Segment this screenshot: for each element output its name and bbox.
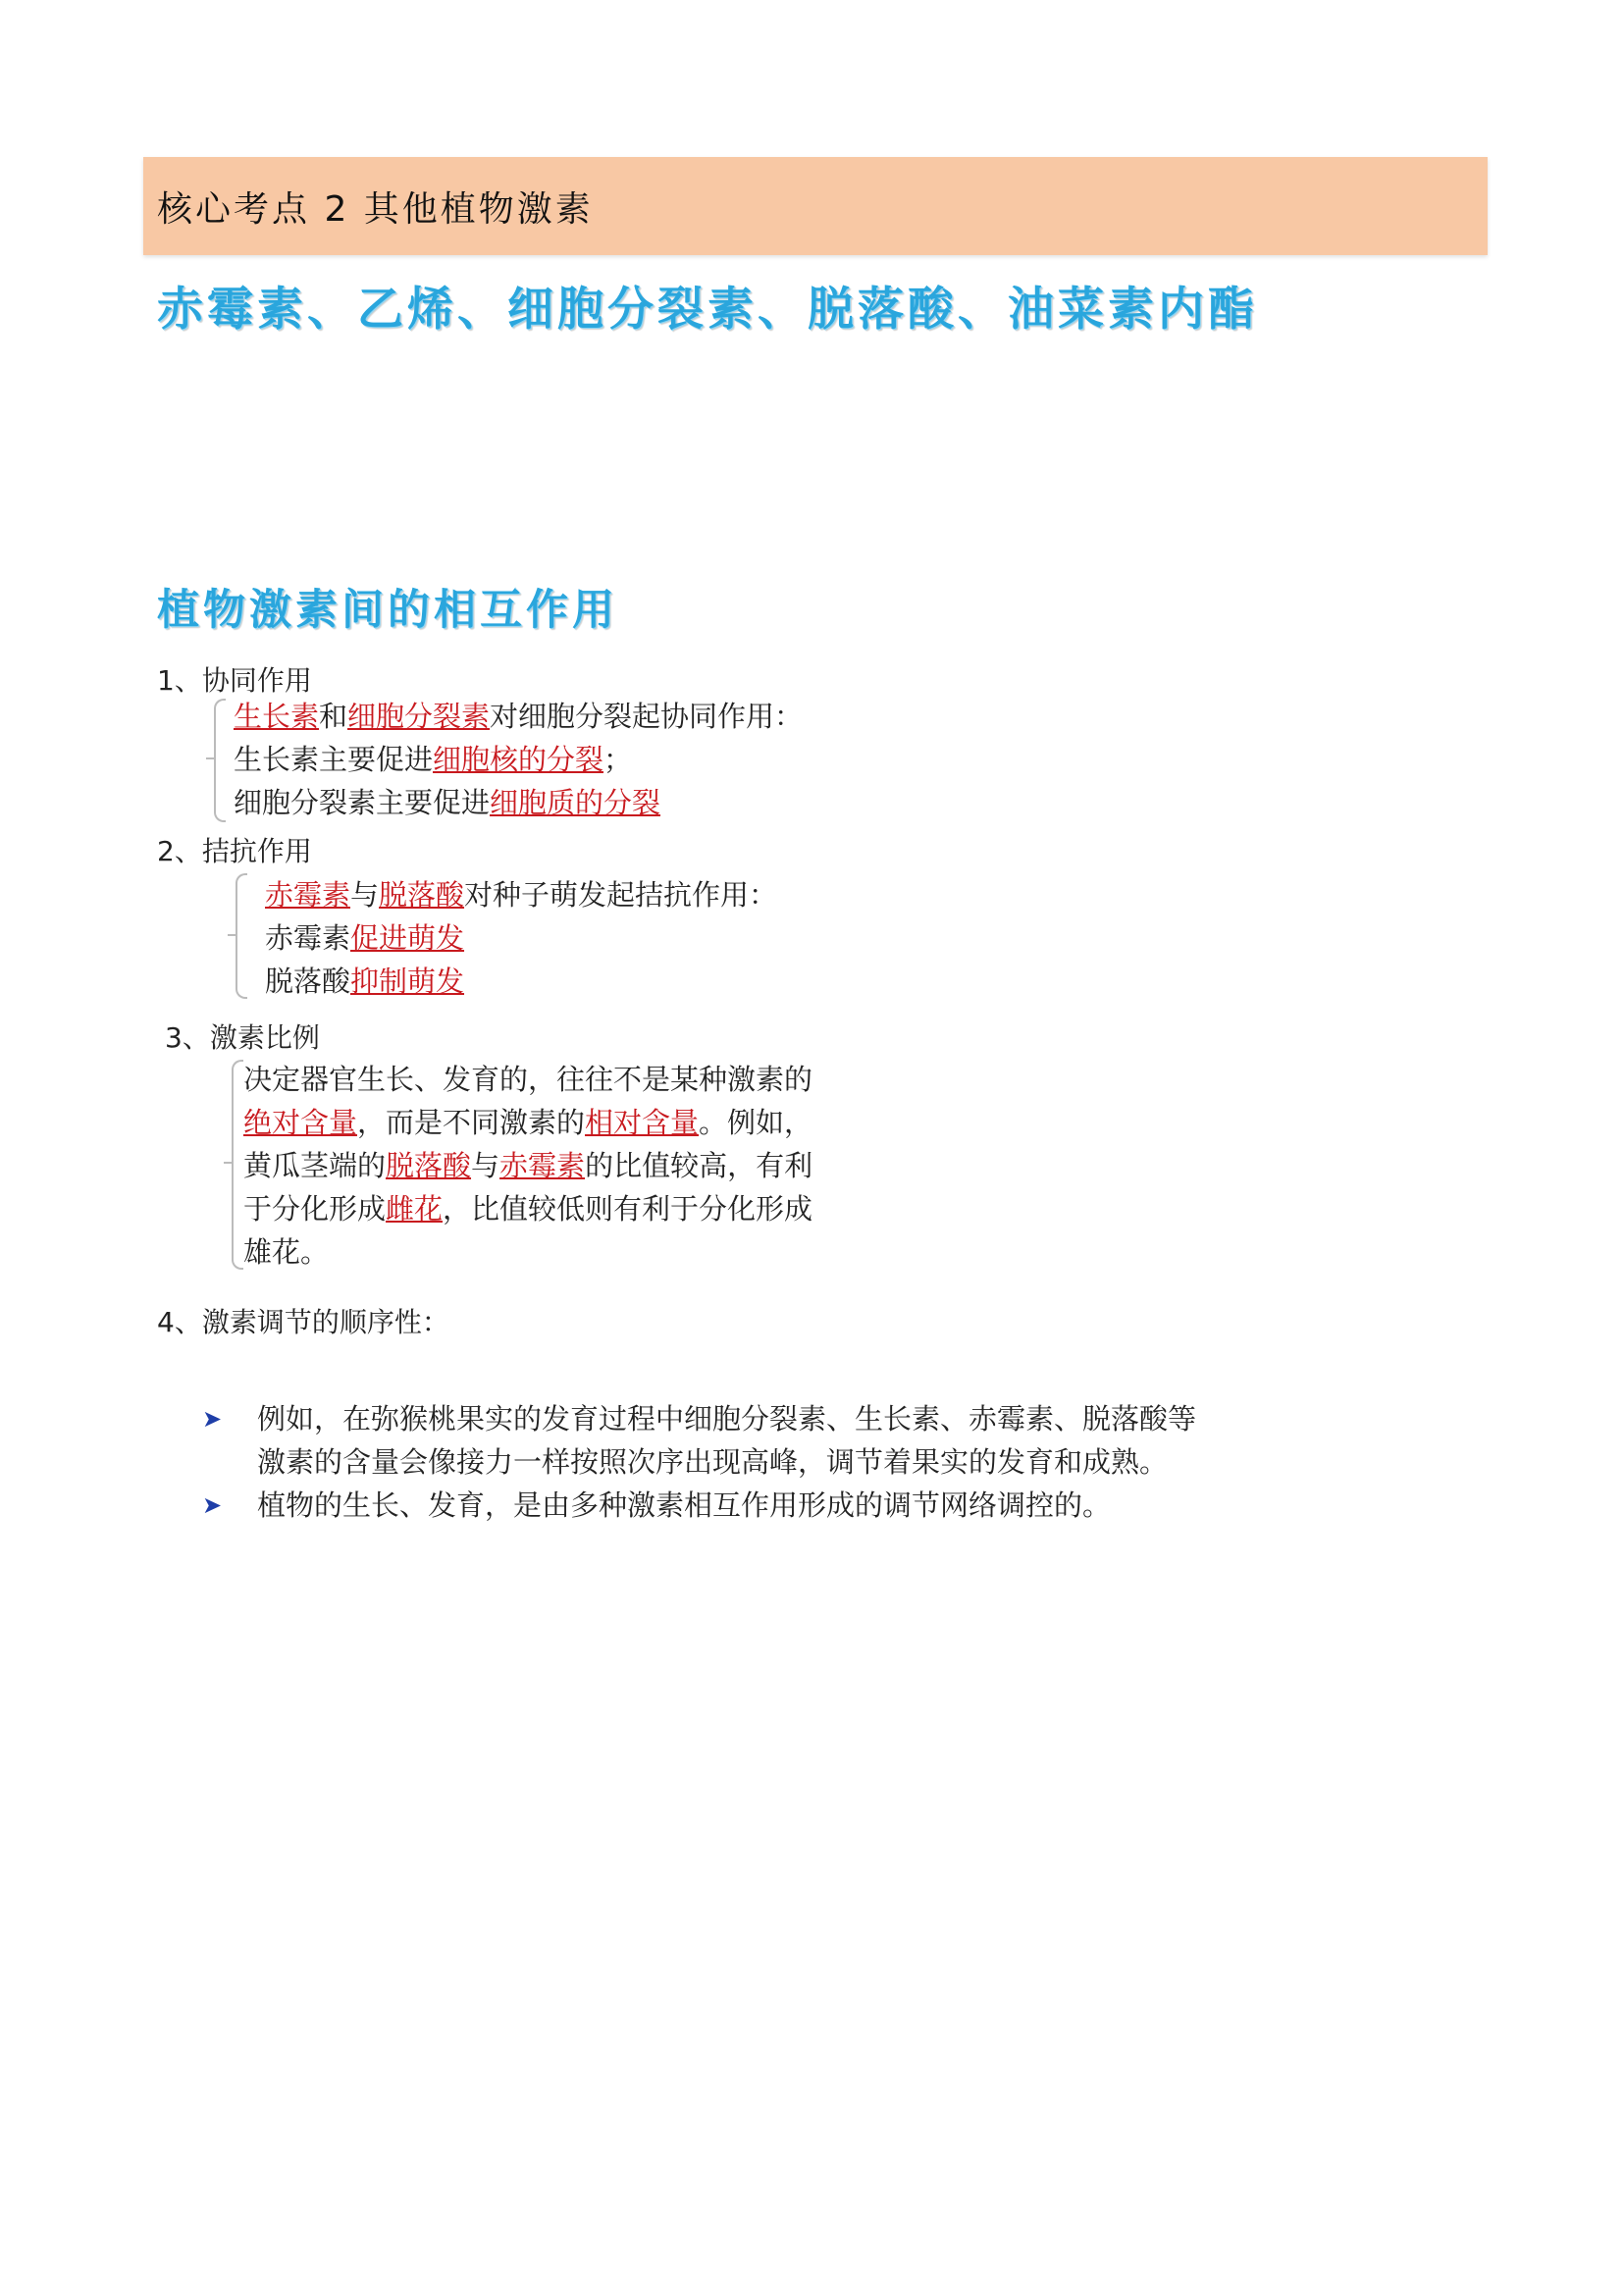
ratio-line-3 [243,1144,812,1187]
term-cytoplasm-division: 细胞质的分裂 [490,786,661,819]
hormone-list-title: 赤霉素、乙烯、细胞分裂素、脱落酸、油菜素内酯 [157,283,1258,337]
text: 生长素主要促进 [234,743,434,776]
ratio-line-2 [243,1101,812,1144]
arrow-bullet-icon: ➤ [202,1491,223,1519]
term-gibberellin: 赤霉素 [499,1149,586,1182]
bullet-item [202,1484,1282,1527]
bullet-line: 激素的含量会像接力一样按照次序出现高峰，调节着果实的发育和成熟。 [257,1445,1169,1479]
term-female-flower: 雌花 [386,1192,444,1226]
term-cytokinin: 细胞分裂素 [347,700,491,733]
synergy-block [234,695,803,824]
term-relative-content: 相对含量 [585,1106,700,1139]
term-auxin: 生长素 [234,700,320,733]
antagonism-line-2 [265,916,777,960]
brace [232,1060,243,1270]
term-nucleus-division: 细胞核的分裂 [433,743,604,776]
ratio-block [243,1058,812,1274]
bullet-line: 例如，在弥猴桃果实的发育过程中细胞分裂素、生长素、赤霉素、脱落酸等 [257,1402,1197,1435]
synergy-line-3 [234,781,803,824]
text: 脱落酸 [265,965,351,998]
bullet-line: 植物的生长、发育，是由多种激素相互作用形成的调节网络调控的。 [257,1488,1112,1522]
brace [236,873,247,999]
term-abscisic-acid: 脱落酸 [379,878,465,912]
text: 与 [350,878,380,912]
antagonism-heading: 2、拮抗作用 [157,835,312,867]
text: 。例如， [699,1106,813,1139]
ratio-line-5: 雄花。 [243,1235,330,1269]
text: 的比值较高，有利 [585,1149,813,1182]
synergy-heading: 1、协同作用 [157,664,312,697]
text: ，比值较低则有利于分化形成 [443,1192,813,1226]
brace-tip [228,934,237,936]
ratio-heading: 3、激素比例 [165,1021,320,1054]
text: ，而是不同激素的 [357,1106,586,1139]
brace-tip [206,757,216,759]
text: 对细胞分裂起协同作用： [490,700,804,733]
arrow-bullet-icon: ➤ [202,1405,223,1433]
text: 和 [319,700,348,733]
antagonism-line-3 [265,960,777,1003]
sequence-heading: 4、激素调节的顺序性： [157,1306,449,1338]
ratio-line-1: 决定器官生长、发育的，往往不是某种激素的 [243,1063,813,1096]
term-inhibit-germination: 抑制萌发 [350,965,465,998]
ratio-line-4 [243,1187,812,1230]
brace-tip [224,1162,234,1164]
section-heading: 植物激素间的相互作用 [157,586,618,635]
term-promote-germination: 促进萌发 [350,921,465,955]
term-gibberellin: 赤霉素 [265,878,351,912]
synergy-line-1 [234,695,803,738]
text: 于分化形成 [243,1192,387,1226]
brace [214,699,226,822]
text: 对种子萌发起拮抗作用： [464,878,778,912]
term-absolute-content: 绝对含量 [243,1106,358,1139]
text: 黄瓜茎端的 [243,1149,387,1182]
page-title: 核心考点 2 其他植物激素 [157,188,594,230]
bullet-list [202,1397,1282,1527]
antagonism-block [265,873,777,1003]
synergy-line-2 [234,738,803,781]
antagonism-line-1 [265,873,777,916]
text: ； [603,743,633,776]
term-abscisic-acid: 脱落酸 [386,1149,472,1182]
text: 赤霉素 [265,921,351,955]
text: 细胞分裂素主要促进 [234,786,491,819]
text: 与 [471,1149,500,1182]
header-bar [143,157,1488,255]
bullet-item [202,1397,1282,1484]
